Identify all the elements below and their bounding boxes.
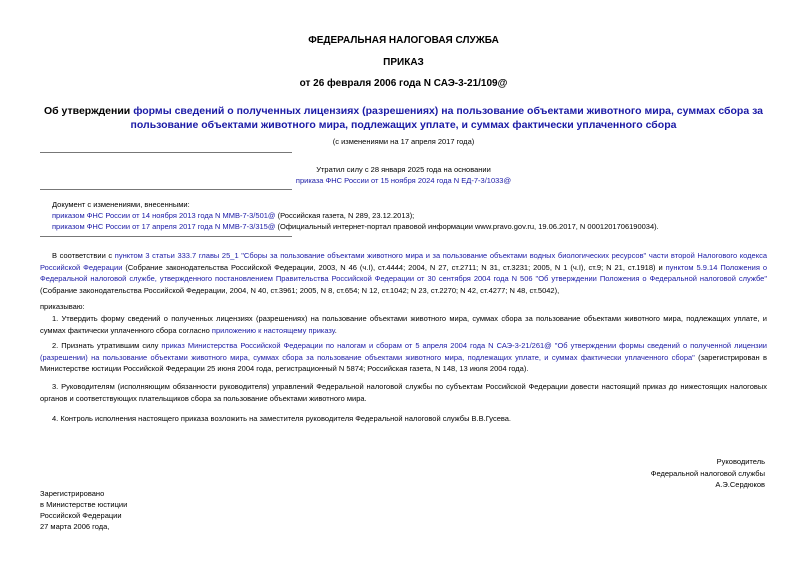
paragraph-3 (40, 381, 767, 404)
registration-line-1: Зарегистрировано (40, 489, 105, 498)
signature-line-3: А.Э.Сердюков (715, 480, 765, 489)
doc-title-link[interactable]: формы сведений о полученных лицензиях (разрешениях) на пользование объектами животного мира, суммах сбора за пользование объектами животного мира, подлежащих уплате, и суммах фактически уплаченного сбора (130, 105, 764, 131)
changes-item-1-link[interactable]: приказом ФНС России от 14 ноября 2013 года N ММВ-7-3/501@ (52, 211, 276, 220)
expired-notice-link[interactable]: приказа ФНС России от 15 ноября 2024 года N ЕД-7-3/1033@ (295, 176, 512, 185)
doc-title (40, 104, 767, 132)
amendment-note: (с изменениями на 17 апреля 2017 года) (332, 137, 475, 146)
changes-item-1 (52, 210, 414, 221)
paragraph-1-link[interactable]: приложению к настоящему приказу (211, 325, 335, 335)
agency-name: ФЕДЕРАЛЬНАЯ НАЛОГОВАЯ СЛУЖБА (308, 35, 499, 46)
registration-line-2: в Министерстве юстиции (40, 500, 128, 509)
changes-item-2-text: (Официальный интернет-портал правовой информации www.pravo.gov.ru, 19.06.2017, N 0001201706190034). (275, 222, 659, 231)
doc-type: ПРИКАЗ (383, 57, 424, 68)
changes-item-1-text: (Российская газета, N 289, 23.12.2013); (275, 211, 415, 220)
divider-left-1 (40, 152, 292, 153)
paragraph-2-text: 2. Признать утратившим силу (52, 341, 162, 350)
registration-line-3: Российской Федерации (40, 511, 122, 520)
divider-left-3 (40, 236, 292, 237)
preamble-text-1: В соответствии с (52, 251, 115, 260)
preamble-link-2[interactable]: пунктом 5.9.14 Положения о Федеральной налоговой службе, утвержденного постановлением Правительства Российской Федерации от 30 сентября 2004 года N 506 "Об утверждении Положения о Федеральной налоговой службе" (40, 262, 768, 283)
signature-line-1: Руководитель (716, 457, 765, 466)
paragraph-2-end: (зарегистрирован в Министерстве юстиции Российской Федерации 25 июня 2004 года, регистрационный N 5874; Российская газета, N 148, 13 июля 2004 года). (40, 352, 767, 373)
doc-date-number: от 26 февраля 2006 года N САЭ-3-21/109@ (299, 78, 508, 89)
preamble-link-1[interactable]: пунктом 3 статьи 333.7 главы 25_1 "Сборы за пользование объектами животного мира и за пользование объектами водных биологических ресурсов" части второй Налогового кодекса Российской Федерации (40, 251, 767, 272)
paragraph-1 (40, 313, 767, 336)
paragraph-4-text: 4. Контроль исполнения настоящего приказа возложить на заместителя руководителя Федеральной налоговой службы В.В.Гусева. (52, 414, 512, 423)
order-word: приказываю: (40, 302, 85, 311)
preamble-text-2: (Собрание законодательства Российской Федерации, 2003, N 46 (ч.I), ст.4444; 2004, N 27, ст.2711; N 31, ст.3231; 2005, N 1 (ч.I), ст.9; N 21, ст.1918) и (122, 262, 666, 272)
preamble-text-3: (Собрание законодательства Российской Федерации, 2004, N 40, ст.3961; 2005, N 8, ст.654; N 12, ст.1042; N 23, ст.2270; N 42, ст.4277; N 48, ст.5042), (40, 285, 560, 295)
paragraph-4 (40, 413, 767, 425)
paragraph-2 (40, 340, 767, 375)
doc-title-prefix: Об утверждении (43, 105, 134, 117)
paragraph-1-end: . (334, 325, 337, 335)
paragraph-3-text: 3. Руководителям (исполняющим обязанности руководителя) управлений Федеральной налоговой службы по субъектам Российской Федерации довести настоящий приказ до нижестоящих налоговых органов и соответствующих плательщиков сбора за пользование объектами животного мира. (40, 382, 767, 403)
paragraph-1-text: 1. Утвердить форму сведений о полученных лицензиях (разрешениях) на пользование объектами животного мира, суммах сбора за пользование объектами животного мира, подлежащих уплате, и суммах фактически уплаченного сбора согласно (40, 314, 767, 335)
signature-block (651, 456, 765, 491)
changes-item-2-link[interactable]: приказом ФНС России от 17 апреля 2017 года N ММВ-7-3/315@ (52, 222, 276, 231)
changes-intro: Документ с изменениями, внесенными: (52, 200, 190, 209)
expired-notice-text: Утратил силу с 28 января 2025 года на основании (316, 165, 491, 174)
registration-block (40, 488, 127, 532)
divider-left-2 (40, 189, 292, 190)
preamble-paragraph (40, 250, 767, 296)
registration-line-4: 27 марта 2006 года, (40, 522, 110, 531)
paragraph-2-link[interactable]: приказ Министерства Российской Федерации по налогам и сборам от 5 апреля 2004 года N САЭ-3-21/261@ "Об утверждении формы сведений о полученной лицензии (разрешении) на пользование объектами животного мира, суммах сбора за пользование объектами животного мира, подлежащих уплате, и суммах фактически уплаченного сбора" (40, 341, 767, 362)
signature-line-2: Федеральной налоговой службы (650, 468, 765, 478)
changes-item-2 (52, 221, 659, 232)
